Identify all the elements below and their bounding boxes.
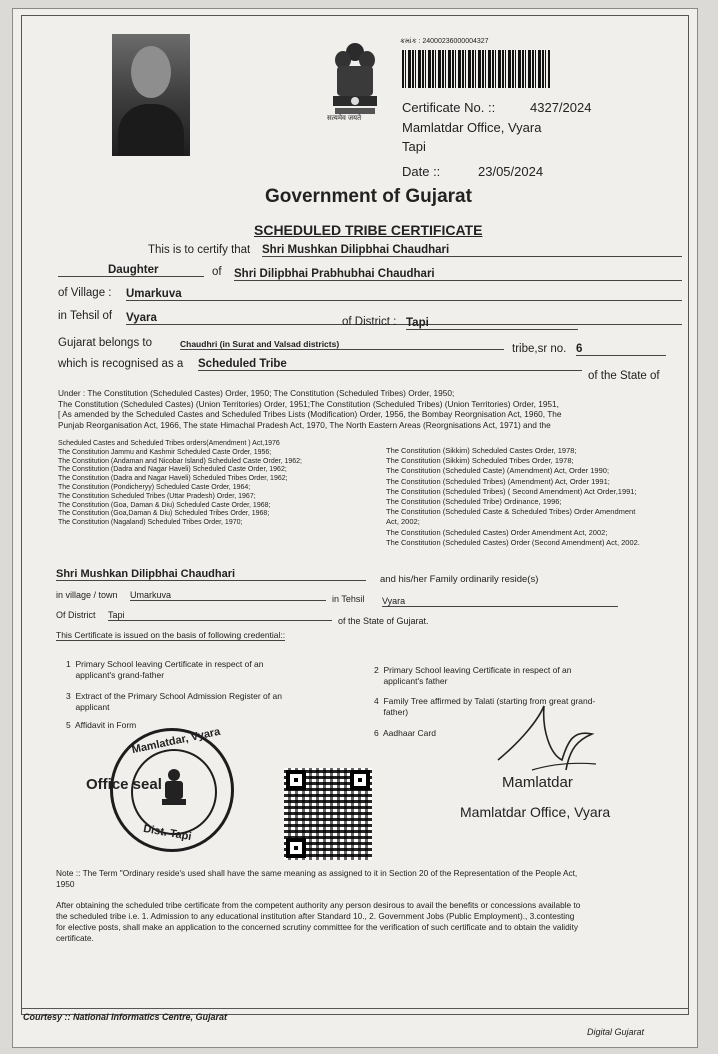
credentials-heading: This Certificate is issued on the basis of following credential:: bbox=[56, 630, 286, 640]
barcode bbox=[402, 50, 550, 88]
residence-tehsil: Vyara bbox=[382, 596, 618, 607]
recognised-label: which is recognised as a bbox=[58, 358, 184, 370]
barcode-number: ક્રમાંક : 24000236000004327 bbox=[400, 38, 489, 45]
document-title: Government of Gujarat bbox=[265, 186, 472, 207]
village-value: Umarkuva bbox=[126, 288, 682, 301]
state-of-label: of the State of bbox=[588, 370, 660, 382]
signatory-title: Mamlatdar bbox=[502, 774, 573, 791]
seal-bottom-text: Dist. Tapi bbox=[142, 822, 193, 844]
certificate-no: 4327/2024 bbox=[530, 100, 592, 115]
certificate-sheet bbox=[12, 8, 698, 1048]
residence-village-label: in village / town bbox=[56, 590, 118, 600]
issue-date: 23/05/2024 bbox=[478, 164, 544, 179]
residence-name: Shri Mushkan Dilipbhai Chaudhari bbox=[56, 568, 366, 581]
recognised-as: Scheduled Tribe bbox=[198, 358, 582, 371]
residence-village: Umarkuva bbox=[130, 590, 326, 601]
father-name: Shri Dilipbhai Prabhubhai Chaudhari bbox=[234, 268, 682, 281]
credential-item-1: 1 Primary School leaving Certificate in respect of an applicant's grand-father bbox=[66, 659, 264, 680]
signature bbox=[492, 700, 602, 780]
applicant-name: Shri Mushkan Dilipbhai Chaudhari bbox=[262, 244, 682, 257]
after-text: After obtaining the scheduled tribe certificate from the competent authority any person desirous to avail the benefits or concessions available to the scheduled tribe i.e. 1. Admission to any educational institution after Standard 10., 2. Government Jobs (Public Employment)., 3.contesting for elective posts, shall make an application to the concerned scrutiny committee for the verification of such certificate and to obtain the validity certificate. bbox=[56, 900, 581, 943]
office-line1: Mamlatdar Office, Vyara bbox=[402, 120, 542, 135]
tribe-sr-label: tribe,sr no. bbox=[512, 343, 567, 355]
belongs-label: Gujarat belongs to bbox=[58, 337, 152, 349]
certificate-no-label: Certificate No. :: bbox=[402, 100, 496, 115]
certificate-border bbox=[21, 15, 689, 1015]
credential-item-4: 4 Family Tree affirmed by Talati (starting from great grand- father) bbox=[374, 696, 596, 717]
tribe-name: Chaudhri (in Surat and Valsad districts) bbox=[180, 339, 504, 350]
courtesy-footer: Courtesy :: National Informatics Centre, Gujarat bbox=[23, 1012, 228, 1022]
seal-top-text: Mamlatdar, Vyara bbox=[130, 725, 222, 757]
residence-tehsil-label: in Tehsil bbox=[332, 594, 365, 604]
certify-label: This is to certify that bbox=[148, 244, 251, 256]
credential-item-3: 3 Extract of the Primary School Admission Register of an applicant bbox=[66, 691, 282, 712]
applicant-photo bbox=[112, 34, 190, 156]
tehsil-value: Vyara bbox=[126, 312, 682, 325]
seal-emblem-icon bbox=[159, 767, 189, 811]
date-label: Date :: bbox=[402, 164, 441, 179]
relation: Daughter bbox=[58, 264, 204, 277]
signatory-office: Mamlatdar Office, Vyara bbox=[460, 804, 611, 820]
tribe-sr-no: 6 bbox=[576, 343, 666, 356]
orders-right: The Constitution (Sikkim) Scheduled Castes Order, 1978; The Constitution (Sikkim) Scheduled Tribes Order, 1978; The Constitution (Scheduled Caste) (Amendment) Act, Order 1990; The Constitution (Scheduled Tribes) (Amendment) Act, Order 1991; The Constitution (Scheduled Tribes) ( Second Amendment) Act Order,1991; The Constitution (Scheduled Tribe) Ordinance, 1996; The Constitution (Scheduled Caste & Scheduled Tribes) Order Amendment Act, 2002; The Constitution (Scheduled Castes) Order Amendment Act, 2002; The Constitution (Scheduled Castes) Order (Second Amendment) Act, 2002. bbox=[386, 446, 640, 547]
district-value: Tapi bbox=[406, 317, 578, 330]
note-text: Note :: The Term "Ordinary reside's used shall have the same meaning as assigned to it in Section 20 of the Representation of the People Act, 1950 bbox=[56, 868, 578, 889]
tehsil-label: in Tehsil of bbox=[58, 310, 113, 322]
reside-label: and his/her Family ordinarily reside(s) bbox=[380, 574, 539, 585]
district-label: of District : bbox=[342, 316, 397, 328]
residence-district-label: Of District bbox=[56, 610, 96, 620]
office-line2: Tapi bbox=[402, 139, 426, 154]
credential-item-2: 2 Primary School leaving Certificate in respect of an applicant's father bbox=[374, 665, 572, 686]
residence-state: of the State of Gujarat. bbox=[338, 616, 429, 626]
orders-left: Scheduled Castes and Scheduled Tribes orders(Amendment ) Act,1976 The Constitution Jammu and Kashmir Scheduled Caste Order, 1956; The Constitution (Andaman and Nicobar Island) Scheduled Caste Order, 1962; The Constitution (Dadra and Nagar Haveli) Scheduled Caste Order, 1962; The Constitution (Dadra and Nagar Haveli) Scheduled Tribes Order, 1962; The Constitution (Pondicheryy) Scheduled Caste Order, 1964; The Constitution Scheduled Tribes (Uttar Pradesh) Order, 1967; The Constitution (Goa, Daman & Diu) Scheduled Caste Order, 1968; The Constitution (Goa,Daman & Diu) Scheduled Tribes Order, 1968; The Constitution (Nagaland) Scheduled Tribes Order, 1970; bbox=[58, 440, 302, 527]
under-text: Under : The Constitution (Scheduled Castes) Order, 1950; The Constitution (Scheduled Tribes) Order, 1950; The Constitution (Scheduled Castes) (Union Territories) Order, 1951;The Constitution (Scheduled Tribes) (Union Territories) Order, 1951, [ As amended by the Scheduled Castes and Scheduled Tribes Lists (Modification) Order, 1956, the Bombay Reorgnisation Act, 1960, The Punjab Reorganisation Act, 1966, The state Himachal Pradesh Act, 1970, The North Eastern Areas (Reorgnisations Act, 1971) and the bbox=[58, 388, 562, 430]
digital-gujarat-footer: Digital Gujarat bbox=[587, 1027, 645, 1037]
credential-item-5: 5 Affidavit in Form bbox=[66, 720, 137, 730]
credential-item-6: 6 Aadhaar Card bbox=[374, 728, 436, 738]
qr-code bbox=[284, 768, 372, 860]
residence-district: Tapi bbox=[108, 610, 332, 621]
village-label: of Village : bbox=[58, 287, 112, 299]
of-label: of bbox=[212, 266, 222, 278]
office-seal-text: Office seal bbox=[86, 776, 162, 793]
document-subtitle: SCHEDULED TRIBE CERTIFICATE bbox=[254, 222, 483, 238]
emblem-caption: सत्यमेव जयते bbox=[327, 115, 362, 122]
